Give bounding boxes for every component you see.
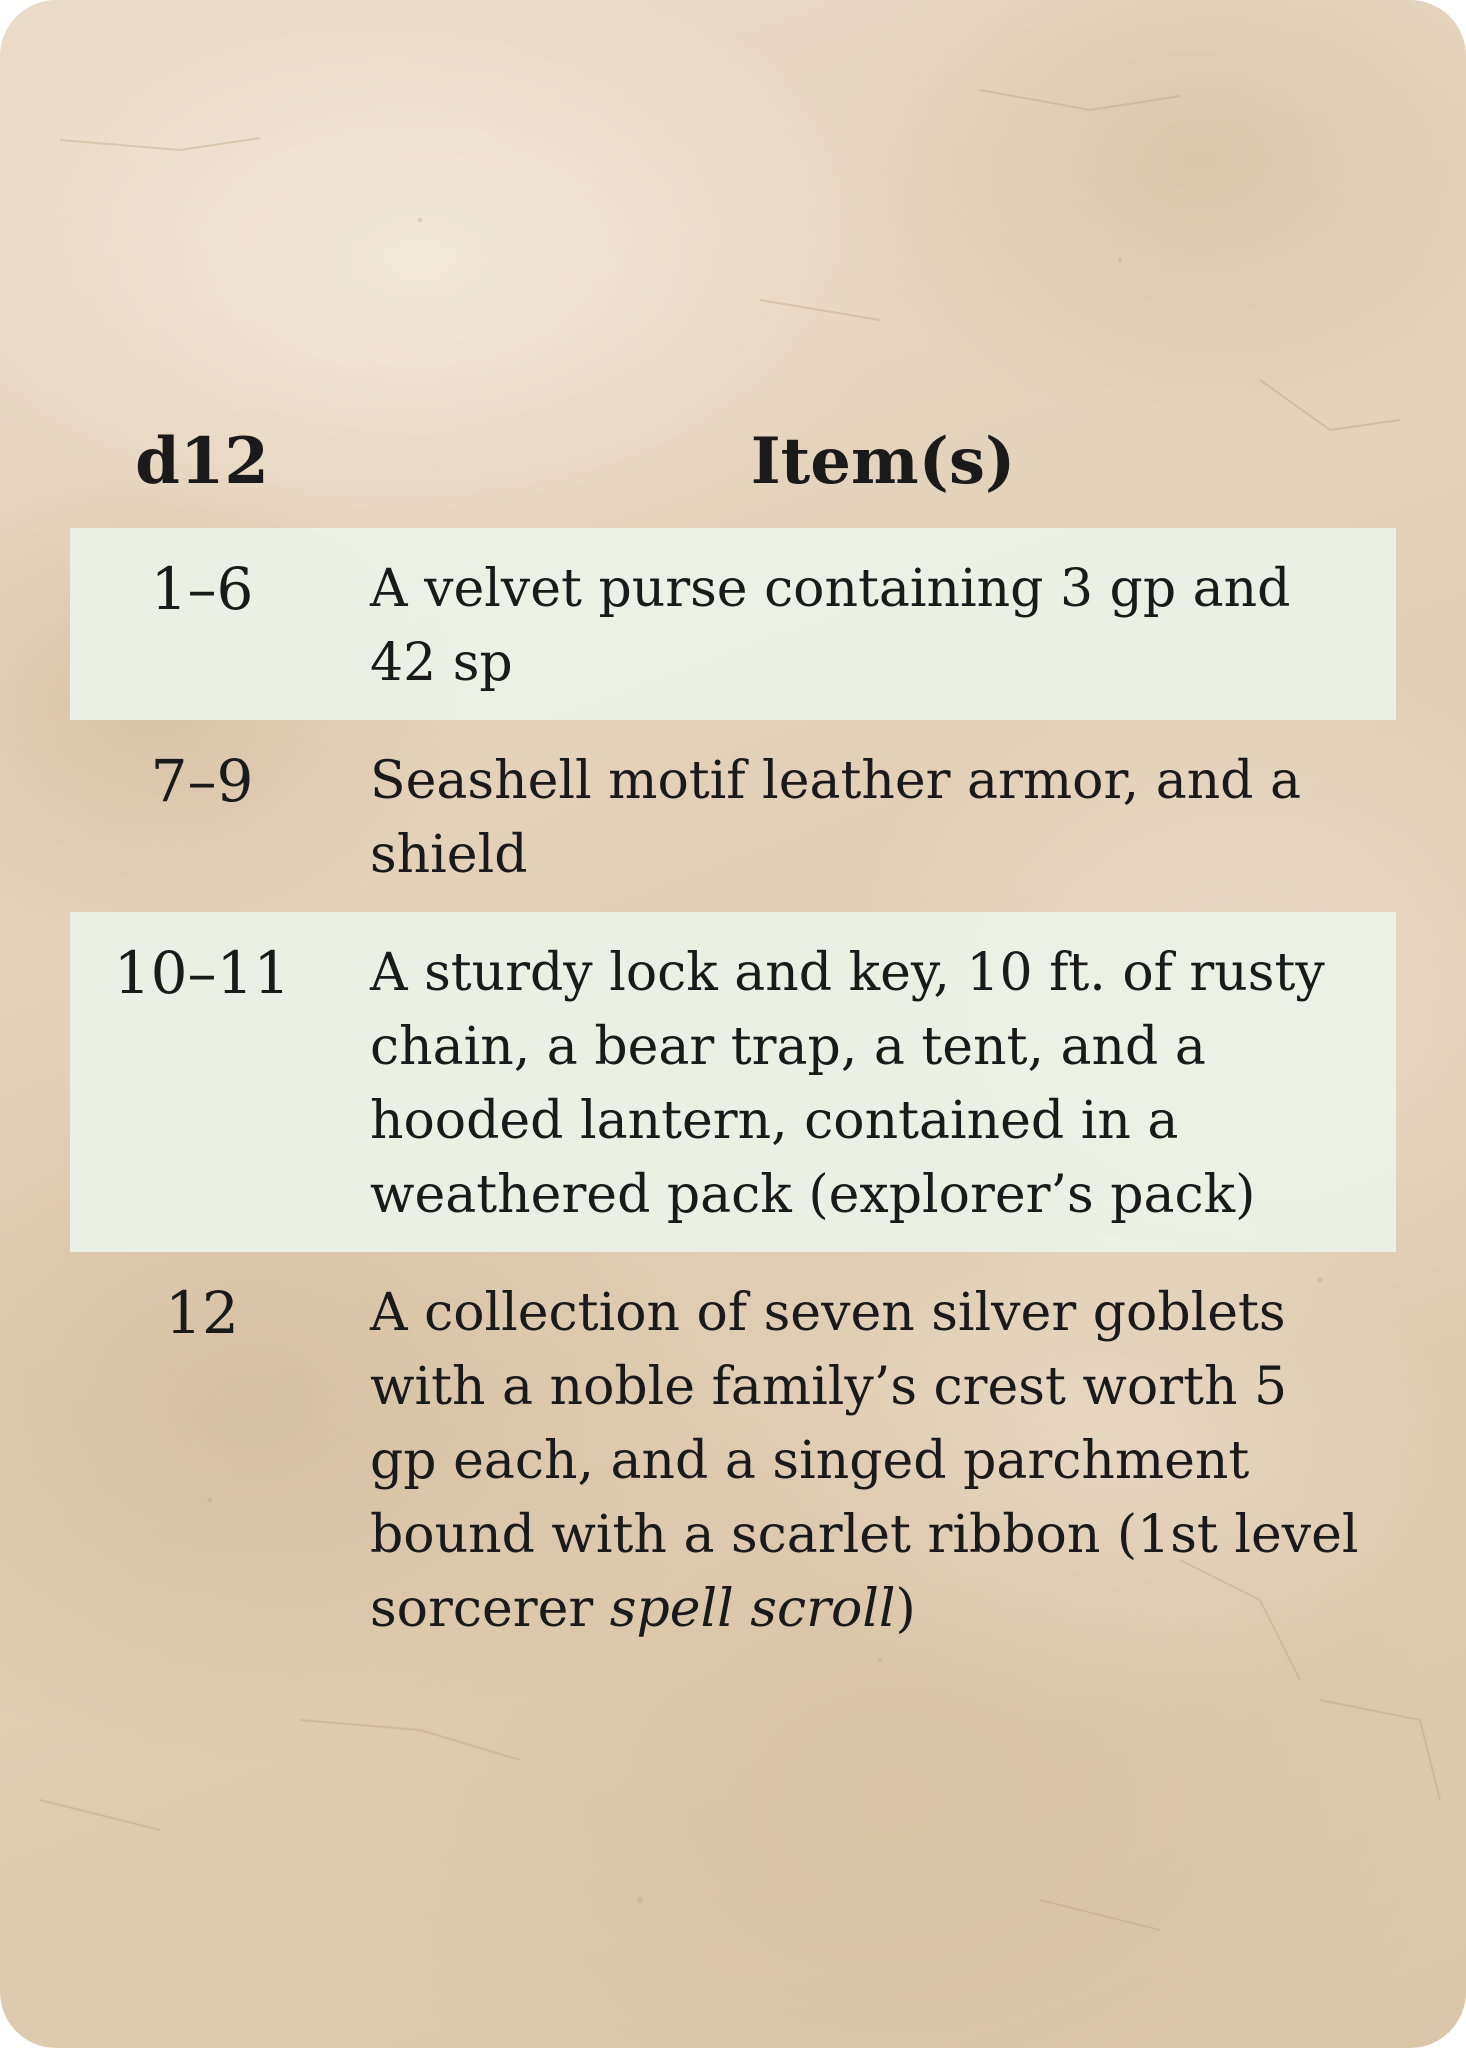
table-row [70, 912, 1396, 1252]
row-item-text: A collection of seven silver goblets with a noble family’s crest worth 5 gp each, and a singed parchment bound with a scarlet ribbon (1st level sorcerer [370, 1283, 1359, 1639]
row-item: A sturdy lock and key, 10 ft. of rusty chain, a bear trap, a tent, and a hooded lantern, contained in a weathered pack (explorer’s pack) [370, 943, 1325, 1225]
row-roll: 1–6 [150, 555, 254, 623]
row-item: Seashell motif leather armor, and a shield [370, 751, 1301, 885]
table-header-row [70, 420, 1396, 528]
header-items: Item(s) [750, 424, 1016, 499]
item-table [70, 420, 1396, 1666]
header-roll: d12 [135, 424, 269, 499]
row-item-italic: spell scroll [609, 1579, 896, 1639]
row-roll: 12 [165, 1279, 239, 1347]
table-row [70, 720, 1396, 912]
row-item [334, 1276, 1396, 1646]
row-item-text-end: ) [895, 1579, 916, 1639]
row-item: A velvet purse containing 3 gp and 42 sp [370, 559, 1291, 693]
row-roll: 7–9 [150, 747, 254, 815]
table-row [70, 528, 1396, 720]
row-roll: 10–11 [113, 939, 291, 1007]
table-row [70, 1252, 1396, 1666]
